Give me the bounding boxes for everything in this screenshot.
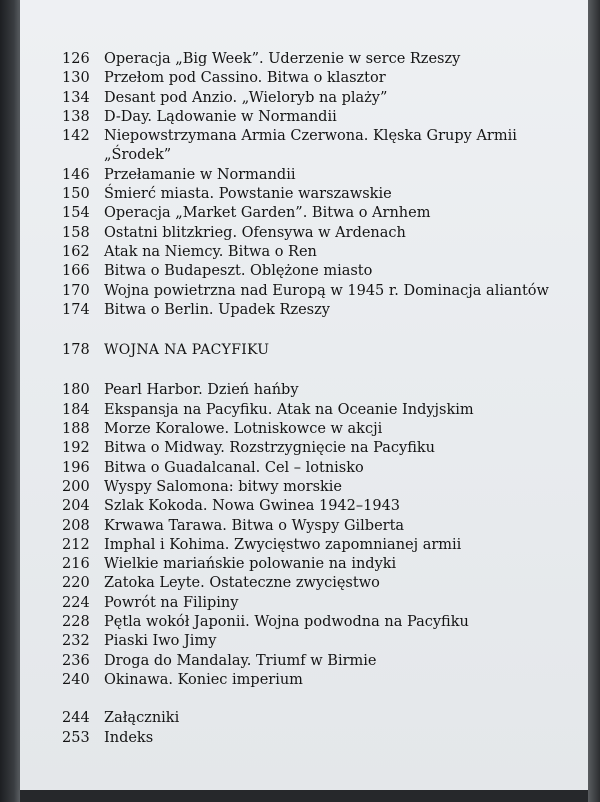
toc-entry — [62, 517, 562, 536]
toc-title: Załączniki — [104, 710, 180, 727]
toc-page-number: 138 — [62, 108, 90, 125]
toc-title: Operacja „Big Week”. Uderzenie w serce Rzeszy — [104, 51, 461, 67]
toc-entry — [62, 301, 562, 320]
toc-entry — [62, 439, 562, 458]
toc-entry — [62, 50, 562, 69]
toc-page-number: 192 — [62, 440, 90, 457]
toc-page-number: 216 — [62, 556, 90, 573]
toc-entry — [62, 729, 562, 748]
toc-entry — [62, 108, 562, 127]
toc-page-number: 142 — [62, 128, 90, 145]
toc-page-number: 134 — [62, 89, 90, 106]
toc-title: Okinawa. Koniec imperium — [104, 671, 303, 688]
toc-title: Morze Koralowe. Lotniskowce w akcji — [104, 421, 383, 438]
table-of-contents — [62, 50, 562, 748]
toc-entry — [62, 594, 562, 613]
toc-title: Zatoka Leyte. Ostateczne zwycięstwo — [104, 575, 380, 592]
toc-page-number: 196 — [62, 459, 90, 476]
section-spacer — [62, 690, 562, 709]
toc-page-number: 200 — [62, 478, 90, 495]
toc-entry — [62, 652, 562, 671]
toc-page-number: 232 — [62, 633, 90, 650]
toc-page-number: 146 — [62, 166, 90, 183]
toc-page-number: 253 — [62, 729, 90, 746]
toc-title: Ekspansja na Pacyfiku. Atak na Oceanie Indyjskim — [104, 401, 474, 418]
toc-entry — [62, 243, 562, 262]
toc-page-number: 150 — [62, 186, 90, 203]
toc-entry — [62, 574, 562, 593]
toc-entry — [62, 127, 562, 146]
toc-title: Krwawa Tarawa. Bitwa o Wyspy Gilberta — [104, 517, 405, 534]
toc-title: Bitwa o Berlin. Upadek Rzeszy — [104, 301, 330, 318]
toc-entry — [62, 89, 562, 108]
toc-title: Pearl Harbor. Dzień hańby — [104, 382, 299, 399]
toc-title-continuation: „Środek” — [104, 147, 172, 164]
toc-title: Szlak Kokoda. Nowa Gwinea 1942–1943 — [104, 498, 401, 515]
toc-entry-continuation — [62, 146, 562, 165]
toc-page-number: 158 — [62, 224, 90, 241]
toc-page-number: 228 — [62, 614, 90, 631]
toc-section-heading — [62, 341, 562, 360]
toc-page-number: 130 — [62, 70, 90, 87]
toc-page-number: 184 — [62, 401, 90, 418]
toc-entry — [62, 459, 562, 478]
toc-title: Wyspy Salomona: bitwy morskie — [104, 478, 343, 495]
toc-entry — [62, 536, 562, 555]
page-bottom-shadow — [20, 790, 588, 802]
toc-entry — [62, 555, 562, 574]
toc-page-number: 220 — [62, 575, 90, 592]
toc-page-number: 240 — [62, 671, 90, 688]
toc-title: Niepowstrzymana Armia Czerwona. Klęska Grupy Armii — [104, 128, 517, 145]
toc-page-number: 188 — [62, 421, 90, 438]
toc-entry — [62, 69, 562, 88]
toc-page-number: 244 — [62, 710, 90, 727]
toc-title: Atak na Niemcy. Bitwa o Ren — [104, 243, 317, 260]
toc-title: Imphal i Kohima. Zwycięstwo zapomnianej armii — [104, 536, 462, 553]
toc-page-number: 162 — [62, 243, 90, 260]
toc-entry — [62, 401, 562, 420]
toc-entry — [62, 185, 562, 204]
toc-page-number: 236 — [62, 652, 90, 669]
toc-title: Desant pod Anzio. „Wieloryb na plaży” — [104, 89, 388, 106]
toc-title: Piaski Iwo Jimy — [104, 633, 217, 650]
toc-page-number: 170 — [62, 282, 90, 299]
toc-title: Bitwa o Budapeszt. Oblężone miasto — [104, 263, 373, 280]
toc-title: Ostatni blitzkrieg. Ofensywa w Ardenach — [104, 224, 406, 241]
toc-page-number: 212 — [62, 536, 90, 553]
toc-page-number: 180 — [62, 382, 90, 399]
toc-title: Bitwa o Guadalcanal. Cel – lotnisko — [104, 459, 364, 476]
toc-title: Powrót na Filipiny — [104, 594, 239, 611]
toc-page-number: 126 — [62, 51, 90, 67]
toc-entry — [62, 166, 562, 185]
toc-entry — [62, 420, 562, 439]
toc-title: Przełom pod Cassino. Bitwa o klasztor — [104, 70, 386, 87]
toc-title: Śmierć miasta. Powstanie warszawskie — [104, 186, 392, 203]
toc-entry — [62, 709, 562, 728]
toc-title: Bitwa o Midway. Rozstrzygnięcie na Pacyfiku — [104, 440, 435, 457]
book-spine — [0, 0, 20, 802]
toc-title: Operacja „Market Garden”. Bitwa o Arnhem — [104, 205, 431, 222]
toc-page-number: 208 — [62, 517, 90, 534]
toc-page-number: 224 — [62, 594, 90, 611]
toc-page-number: 178 — [62, 342, 90, 359]
toc-entry — [62, 204, 562, 223]
section-title: WOJNA NA PACYFIKU — [104, 342, 270, 359]
toc-title: Wielkie mariańskie polowanie na indyki — [104, 556, 397, 573]
toc-entry — [62, 282, 562, 301]
toc-entry — [62, 224, 562, 243]
toc-entry — [62, 632, 562, 651]
toc-title: Przełamanie w Normandii — [104, 166, 296, 183]
toc-title: Wojna powietrzna nad Europą w 1945 r. Dominacja aliantów — [104, 282, 549, 299]
toc-page-number: 174 — [62, 301, 90, 318]
toc-page-number: 166 — [62, 263, 90, 280]
toc-title: Droga do Mandalay. Triumf w Birmie — [104, 652, 377, 669]
toc-page-number: 204 — [62, 498, 90, 515]
toc-entry — [62, 262, 562, 281]
toc-title: D-Day. Lądowanie w Normandii — [104, 108, 337, 125]
toc-title: Indeks — [104, 729, 154, 746]
toc-entry — [62, 497, 562, 516]
toc-entry — [62, 381, 562, 400]
toc-entry — [62, 613, 562, 632]
toc-page-number: 154 — [62, 205, 90, 222]
page-edge — [588, 0, 600, 802]
toc-entry — [62, 671, 562, 690]
toc-entry — [62, 478, 562, 497]
toc-title: Pętla wokół Japonii. Wojna podwodna na Pacyfiku — [104, 614, 469, 631]
